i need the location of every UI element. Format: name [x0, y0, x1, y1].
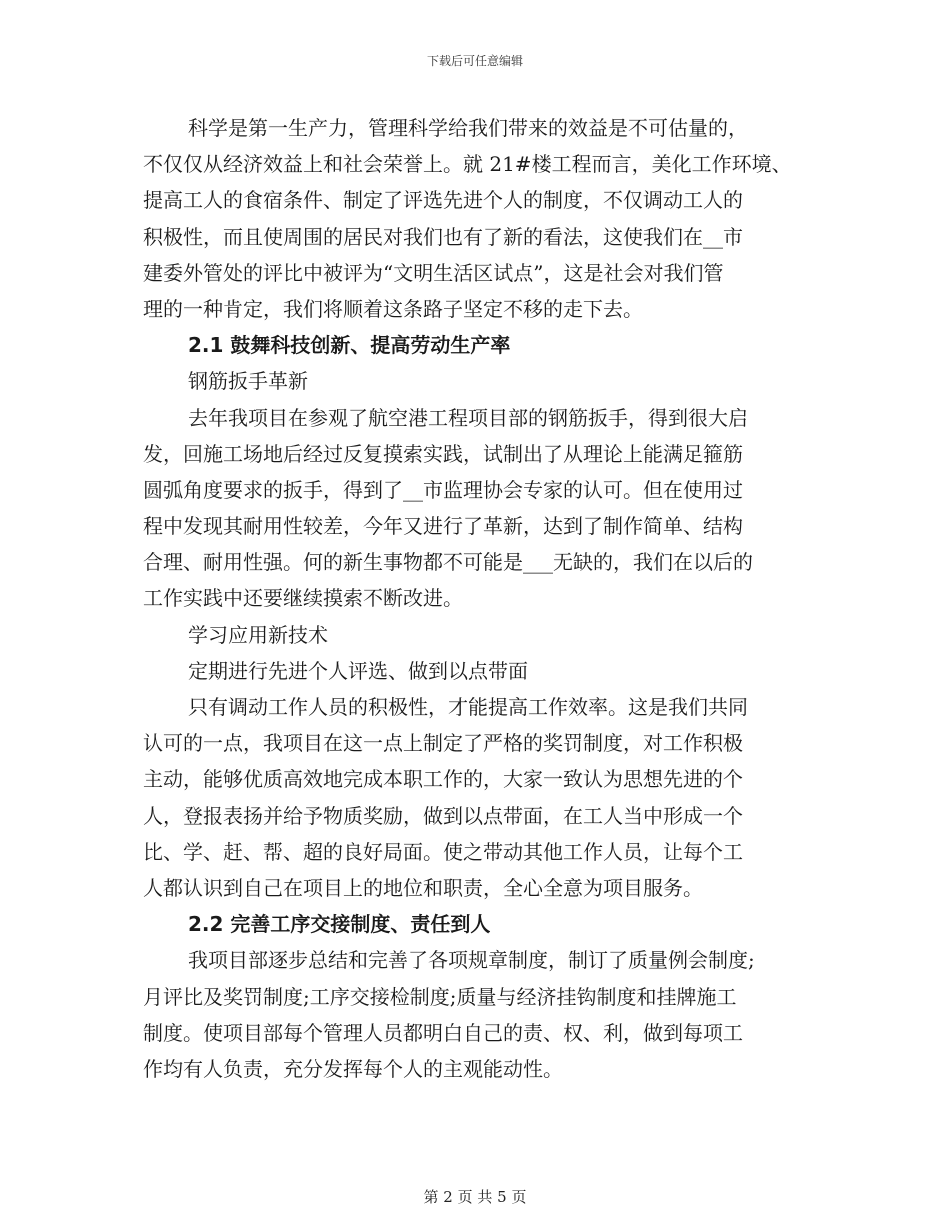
- paragraph-line: 我项目部逐步总结和完善了各项规章制度，制订了质量例会制度;: [188, 948, 755, 973]
- paragraph-line: 发，回施工场地后经过反复摸索实践，试制出了从理论上能满足箍筋: [143, 441, 743, 466]
- paragraph-line: 合理、耐用性强。何的新生事物都不可能是___无缺的，我们在以后的: [143, 550, 753, 575]
- section-heading-2-1: 2.1 鼓舞科技创新、提高劳动生产率: [188, 333, 511, 358]
- paragraph-line: 去年我项目在参观了航空港工程项目部的钢筋扳手，得到很大启: [188, 405, 748, 430]
- paragraph-line: 人都认识到自己在项目上的地位和职责，全心全意为项目服务。: [143, 875, 703, 900]
- paragraph-line: 程中发现其耐用性较差，今年又进行了革新，达到了制作简单、结构: [143, 514, 743, 539]
- document-body: [143, 110, 823, 1087]
- paragraph-line: 人，登报表扬并给予物质奖励，做到以点带面，在工人当中形成一个: [143, 803, 743, 828]
- paragraph-line: 主动，能够优质高效地完成本职工作的，大家一致认为思想先进的个: [143, 767, 743, 792]
- paragraph-line: 建委外管处的评比中被评为“文明生活区试点”，这是社会对我们管: [143, 260, 724, 285]
- paragraph-line: 积极性，而且使周围的居民对我们也有了新的看法，这使我们在__市: [143, 224, 743, 249]
- subheading-line: 学习应用新技术: [188, 622, 328, 647]
- paragraph-line: 认可的一点，我项目在这一点上制定了严格的奖罚制度，对工作积极: [143, 731, 743, 756]
- paragraph-line: 圆弧角度要求的扳手，得到了__市监理协会专家的认可。但在使用过: [143, 477, 743, 502]
- subheading-line: 钢筋扳手革新: [188, 369, 308, 394]
- paragraph-line: 不仅仅从经济效益上和社会荣誉上。就 21#楼工程而言，美化工作环境、: [143, 152, 792, 177]
- paragraph-line: 作均有人负责，充分发挥每个人的主观能动性。: [143, 1056, 563, 1081]
- paragraph-line: 工作实践中还要继续摸索不断改进。: [143, 586, 463, 611]
- paragraph-line: 比、学、赶、帮、超的良好局面。使之带动其他工作人员，让每个工: [143, 839, 743, 864]
- paragraph-line: 制度。使项目部每个管理人员都明白自己的责、权、利，做到每项工: [143, 1020, 743, 1045]
- paragraph-line: 月评比及奖罚制度;工序交接检制度;质量与经济挂钩制度和挂牌施工: [143, 984, 737, 1009]
- paragraph-line: 科学是第一生产力，管理科学给我们带来的效益是不可估量的，: [188, 116, 748, 140]
- paragraph-line: 理的一种肯定，我们将顺着这条路子坚定不移的走下去。: [143, 296, 643, 321]
- paragraph-line: 提高工人的食宿条件、制定了评选先进个人的制度，不仅调动工人的: [143, 188, 743, 213]
- section-heading-2-2: 2.2 完善工序交接制度、责任到人: [188, 912, 491, 937]
- subheading-line: 定期进行先进个人评选、做到以点带面: [188, 658, 528, 683]
- page-footer: 第 2 页 共 5 页: [423, 1188, 527, 1206]
- page-header: 下载后可任意编辑: [426, 54, 523, 68]
- paragraph-line: 只有调动工作人员的积极性，才能提高工作效率。这是我们共同: [188, 695, 748, 719]
